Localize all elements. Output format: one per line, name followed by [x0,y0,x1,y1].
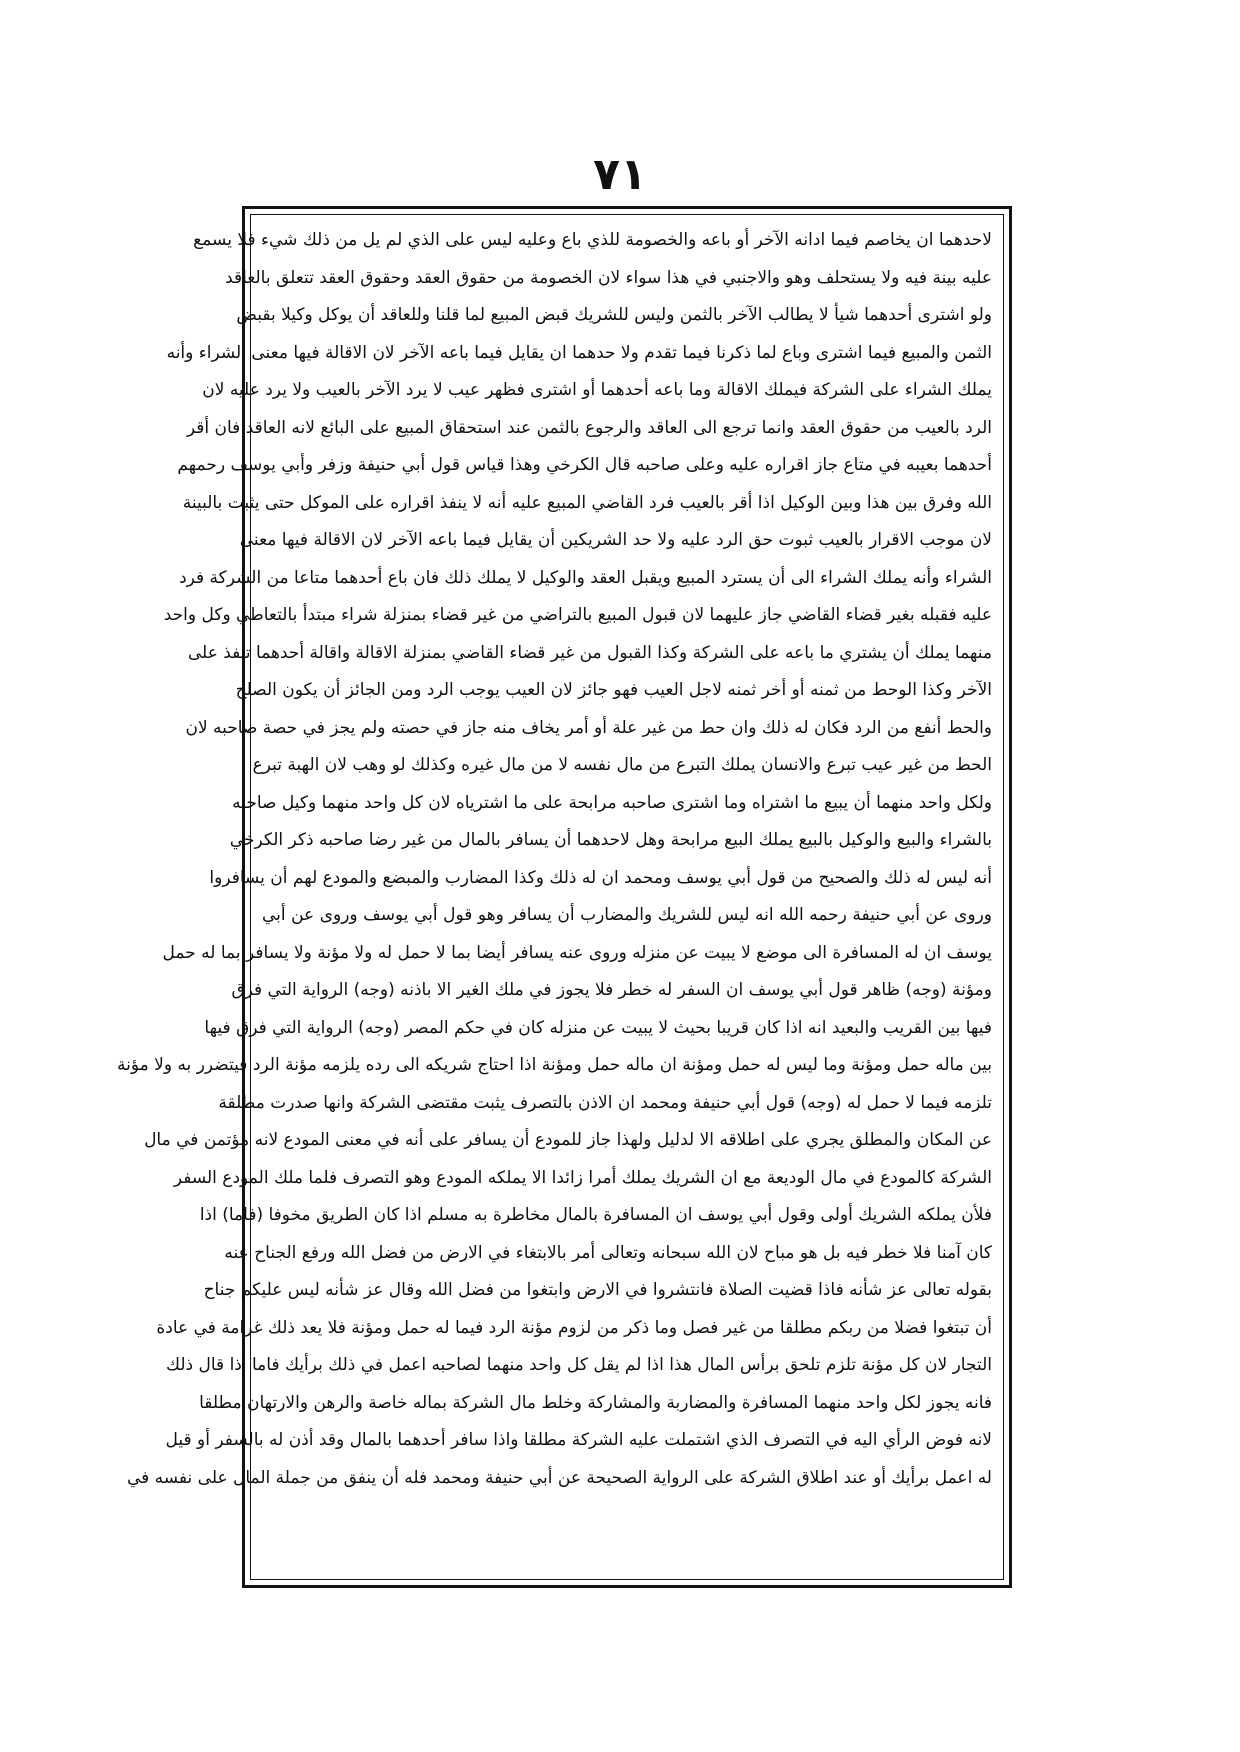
text-line: يوسف ان له المسافرة الى موضع لا يبيت عن منزله وروى عنه يسافر أيضا بما لا حمل له ولا مؤنة ولا يسافر بما له حمل [162,942,992,963]
text-line: بقوله تعالى عز شأنه فاذا قضيت الصلاة فانتشروا في الارض وابتغوا من فضل الله وقال عز شأنه ليس عليكم جناح [203,1280,992,1300]
page-number: ٧١ [593,149,647,200]
text-line: لانه فوض الرأي اليه في التصرف الذي اشتملت عليه الشركة مطلقا واذا سافر أحدهما بالمال وقد أذن له بالسفر أو قيل [165,1430,992,1450]
text-line: تلزمه فيما لا حمل له (وجه) قول أبي حنيفة ومحمد ان الاذن بالتصرف يثبت مقتضى الشركة وانها صدرت مطلقة [218,1092,992,1113]
text-line: لاحدهما ان يخاصم فيما ادانه الآخر أو باعه والخصومة للذي باع وعليه ليس على الذي لم يل من ذلك شيء فلا يسمع [193,230,992,250]
text-line: التجار لان كل مؤنة تلزم تلحق برأس المال هذا اذا لم يقل كل واحد منهما لصاحبه اعمل في ذلك برأيك فاما اذا قال ذلك [166,1355,992,1375]
text-line: ومؤنة (وجه) ظاهر قول أبي يوسف ان السفر له خطر فلا يجوز في ملك الغير الا باذنه (وجه) الرواية التي فرق [231,980,992,1000]
text-line: بالشراء والبيع والوكيل بالبيع يملك البيع مرابحة وهل لاحدهما أن يسافر بالمال من غير رضا صاحبه ذكر الكرخي [229,830,992,850]
text-line: ولو اشترى أحدهما شيأ لا يطالب الآخر بالثمن وليس للشريك قبض المبيع لما قلنا وللعاقد أن يوكل وكيلا بقبض [236,305,992,325]
text-line: أن تبتغوا فضلا من ربكم مطلقا من غير فصل وما ذكر من لزوم مؤنة الرد فيما له حمل ومؤنة فلا يعد ذلك غرامة في عادة [156,1317,992,1338]
text-line: الحط من غير عيب تبرع والانسان يملك التبرع من مال نفسه لا من مال غيره وكذلك لو وهب لان الهبة تبرع [252,755,992,775]
text-line: أحدهما بعيبه في متاع جاز اقراره عليه وعلى صاحبه قال الكرخي وهذا قياس قول أبي حنيفة وزفر وأبي يوسف رحمهم [177,455,992,475]
text-line: الله وفرق بين هذا وبين الوكيل اذا أقر بالعيب فرد القاضي المبيع عليه أنه لا ينفذ اقراره على الموكل حتى يثبت بالبينة [182,492,992,513]
text-line: له اعمل برأيك أو عند اطلاق الشركة على الرواية الصحيحة عن أبي حنيفة ومحمد فله أن ينفق من جملة المال على نفسه في [126,1467,992,1488]
text-line: أنه ليس له ذلك والصحيح من قول أبي يوسف ومحمد ان له ذلك وكذا المضارب والمبضع والمودع لهم أن يسافروا [209,867,992,888]
text-line: بين ماله حمل ومؤنة وما ليس له حمل ومؤنة ان ماله حمل ومؤنة اذا احتاج شريكه الى رده يلزمه مؤنة الرد فيتضرر به ولا مؤنة [117,1055,992,1075]
text-line: الشركة كالمودع في مال الوديعة مع ان الشريك يملك أمرا زائدا الا يملكه المودع وهو التصرف فلما ملك المودع السفر [173,1167,992,1188]
text-line: والحط أنفع من الرد فكان له ذلك وان حط من غير علة أو أمر يخاف منه جاز في حصته ولم يجز في حصة صاحبه لان [185,717,992,738]
text-line: عن المكان والمطلق يجري على اطلاقه الا لدليل ولهذا جاز للمودع أن يسافر على أنه في معنى المودع لانه مؤتمن في مال [144,1130,992,1150]
text-line: لان موجب الاقرار بالعيب ثبوت حق الرد عليه ولا حد الشريكين أن يقايل فيما باعه الآخر لان الاقالة فيها معنى [239,530,992,550]
text-line: ولكل واحد منهما أن يبيع ما اشتراه وما اشترى صاحبه مرابحة على ما اشترياه لان كل واحد منهما وكيل صاحبه [232,792,992,813]
text-line: الشراء وأنه يملك الشراء الى أن يسترد المبيع ويقبل العقد والوكيل لا يملك ذلك فان باع أحدهما متاعا من الشركة فرد [179,567,992,588]
text-line: يملك الشراء على الشركة فيملك الاقالة وما باعه أحدهما أو اشترى فظهر عيب لا يرد الآخر بالعيب ولا يرد عليه لان [202,380,992,400]
text-line: الرد بالعيب من حقوق العقد وانما ترجع الى العاقد والرجوع بالثمن عند استحقاق المبيع على البائع لانه العاقد فان أقر [186,417,992,438]
text-line: عليه بينة فيه ولا يستحلف وهو والاجنبي في هذا سواء لان الخصومة من حقوق العقد وحقوق العقد تتعلق بالعاقد [225,267,992,288]
text-line: وروى عن أبي حنيفة رحمه الله انه ليس للشريك والمضارب أن يسافر وهو قول أبي يوسف وروى عن أبي [262,905,992,925]
body-text [117,222,992,1572]
text-line: فلأن يملكه الشريك أولى وقول أبي يوسف ان المسافرة بالمال مخاطرة به مسلم اذا كان الطريق مخوفا (فاما) اذا [199,1205,992,1225]
text-line: منهما يملك أن يشتري ما باعه على الشركة وكذا القبول من غير قضاء القاضي بمنزلة الاقالة واقالة أحدهما تنفذ على [187,642,992,663]
text-line: كان آمنا فلا خطر فيه بل هو مباح لان الله سبحانه وتعالى أمر بالابتغاء في الارض من فضل الله ورفع الجناح عنه [224,1242,992,1263]
text-line: الآخر وكذا الوحط من ثمنه أو أخر ثمنه لاجل العيب فهو جائز لان العيب يوجب الرد ومن الجائز أن يكون الصلح [235,680,992,700]
text-line: فيها بين القريب والبعيد انه اذا كان قريبا بحيث لا يبيت عن منزله كان في حكم المصر (وجه) الرواية التي فرق فيها [204,1017,992,1038]
text-line: فانه يجوز لكل واحد منهما المسافرة والمضاربة والمشاركة وخلط مال الشركة بماله خاصة والرهن والارتهان مطلقا [199,1392,992,1413]
text-line: عليه فقبله بغير قضاء القاضي جاز عليهما لان قبول المبيع بالتراضي من غير قضاء بمنزلة شراء مبتدأ بالتعاطي وكل واحد [163,605,992,625]
text-line: الثمن والمبيع فيما اشترى وباع لما ذكرنا فيما تقدم ولا حدهما ان يقايل فيما باعه الآخر لان الاقالة فيها معنى الشراء وأنه [166,342,992,363]
